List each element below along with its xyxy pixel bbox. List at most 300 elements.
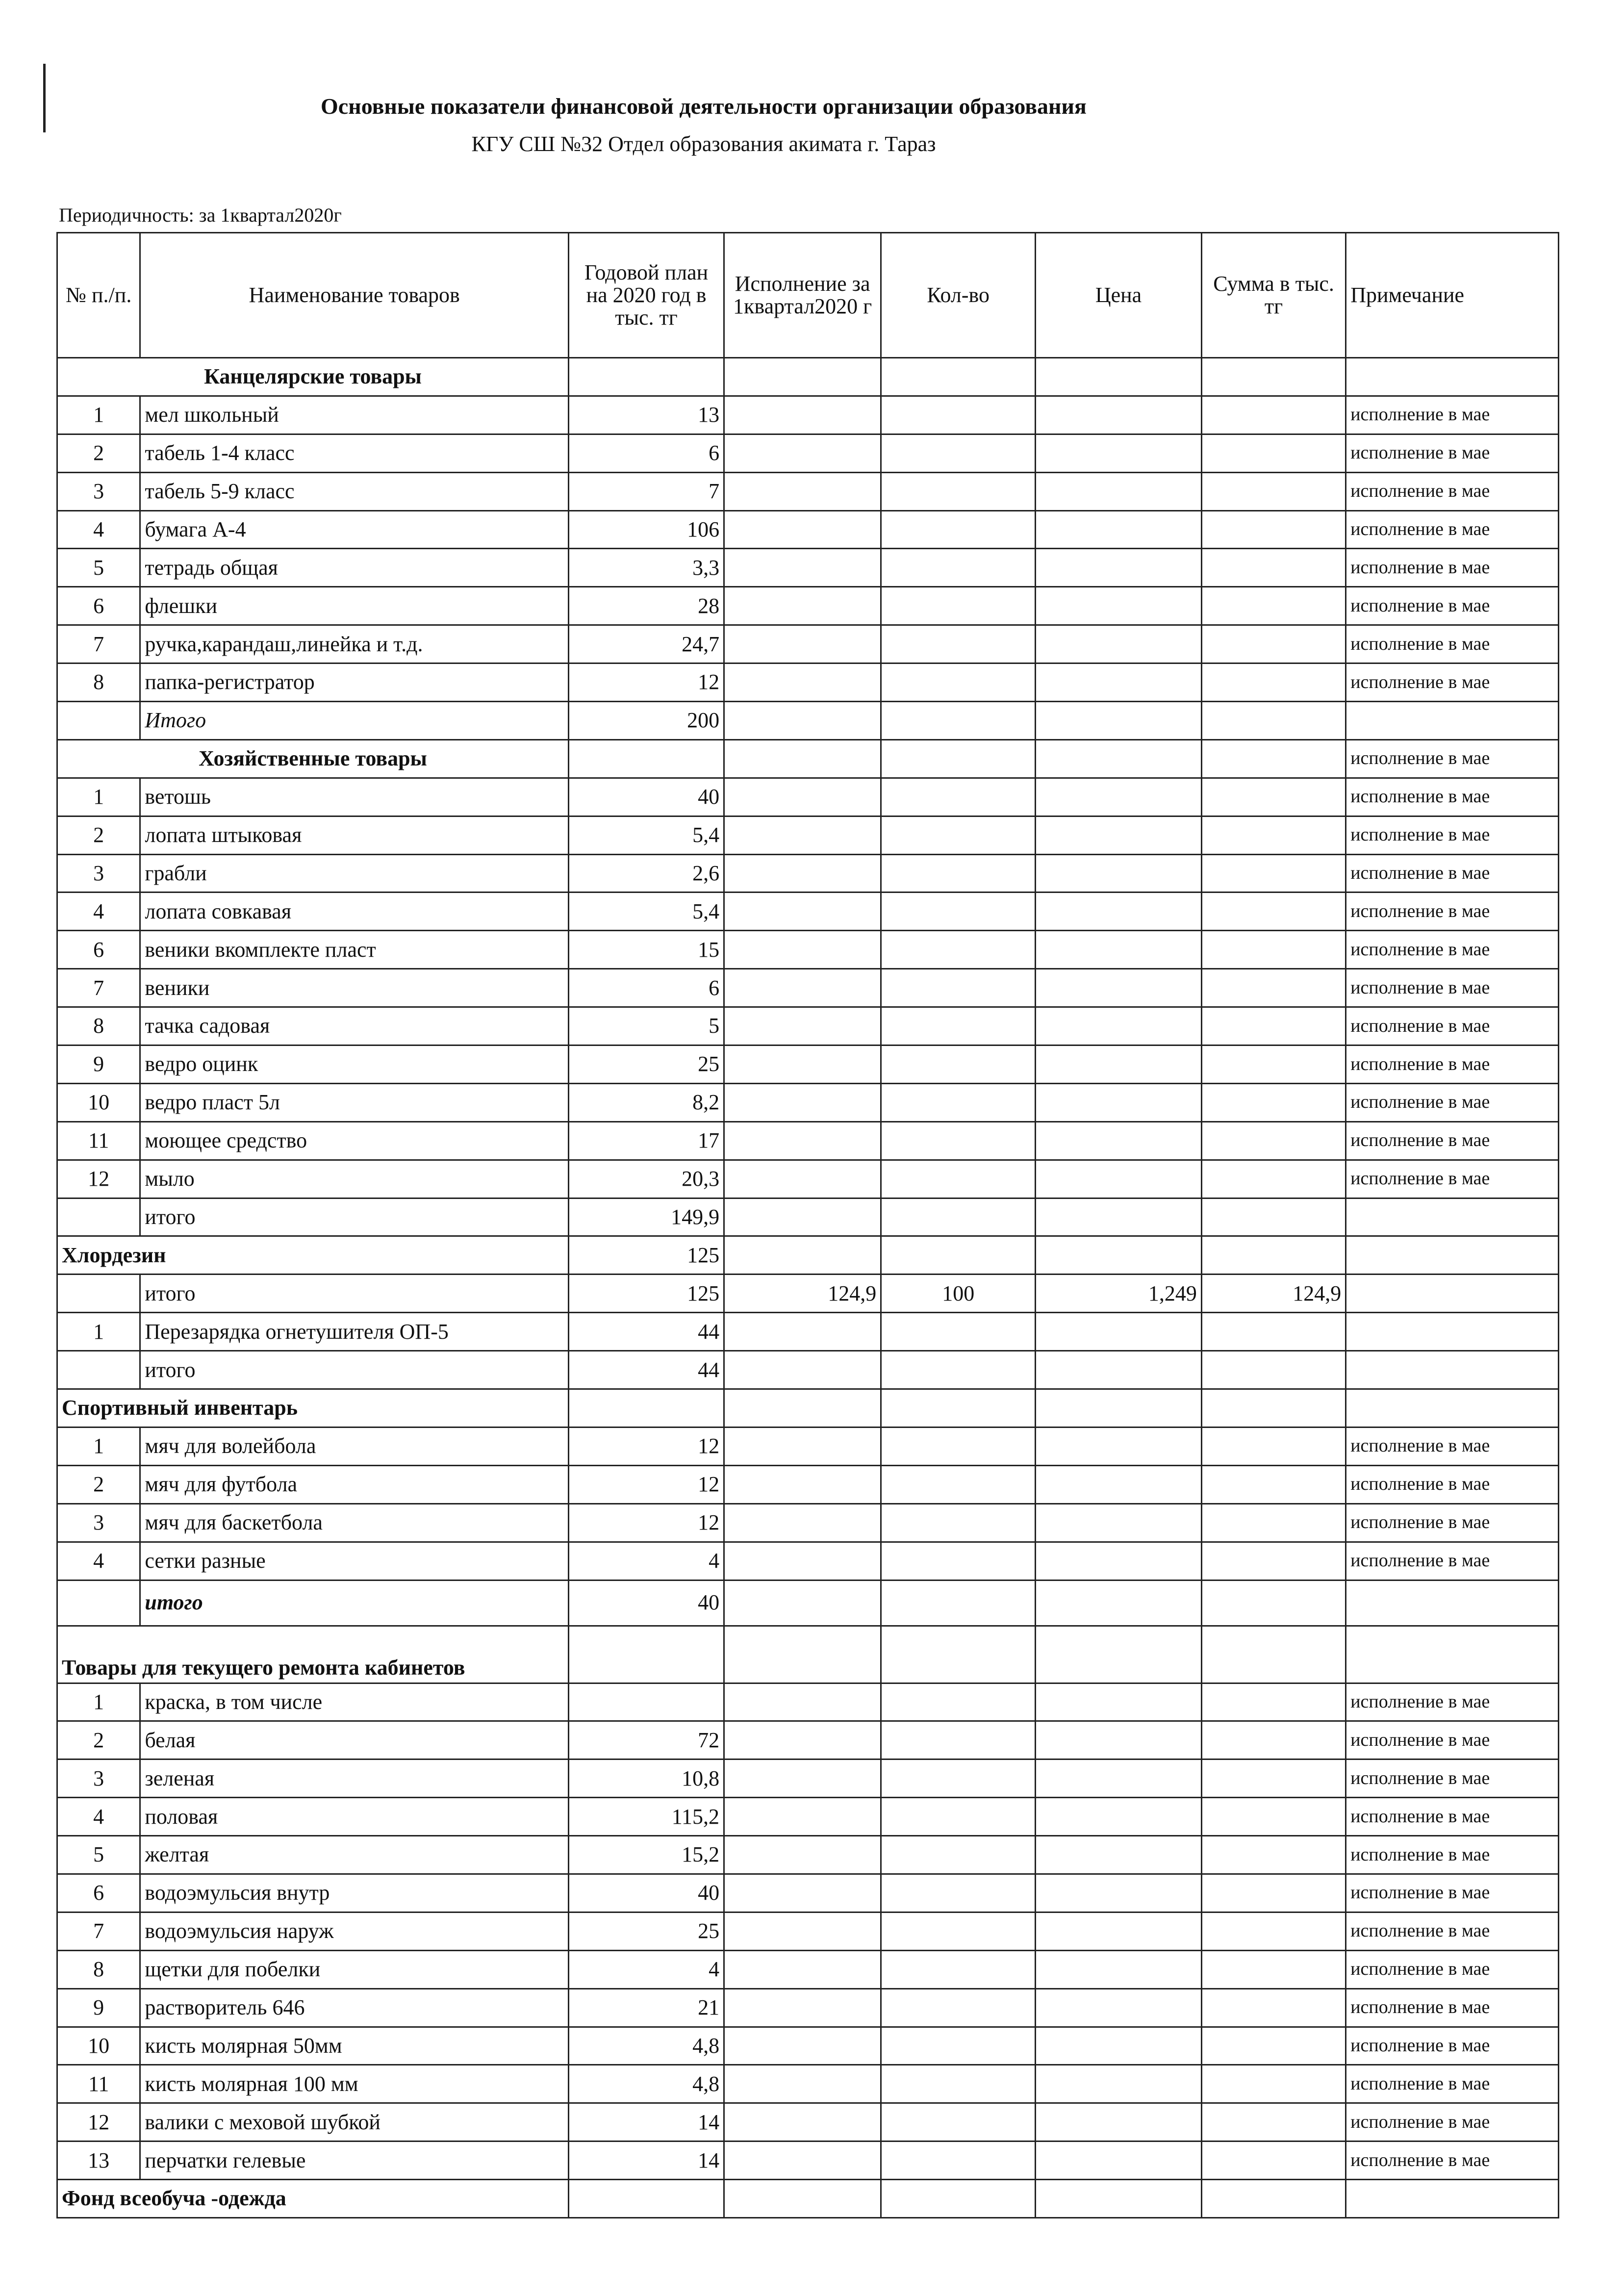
- cell-execution: [724, 739, 881, 778]
- cell-plan: 6: [569, 434, 724, 472]
- cell-price: [1036, 1683, 1202, 1721]
- cell-number: 9: [57, 1045, 140, 1084]
- cell-quantity: [881, 2065, 1036, 2103]
- cell-sum: [1201, 1504, 1345, 1542]
- cell-item-name: краска, в том числе: [140, 1683, 569, 1721]
- cell-sum: [1201, 1988, 1345, 2027]
- cell-number: 8: [57, 1007, 140, 1045]
- cell-note: [1346, 702, 1559, 740]
- cell-note: исполнение в мае: [1346, 587, 1559, 625]
- cell-quantity: [881, 1122, 1036, 1160]
- cell-plan: 40: [569, 1580, 724, 1626]
- cell-price: [1036, 816, 1202, 854]
- cell-quantity: [881, 2180, 1036, 2218]
- cell-item-name: флешки: [140, 587, 569, 625]
- cell-note: исполнение в мае: [1346, 1721, 1559, 1759]
- table-header-row: [57, 233, 1559, 358]
- cell-sum: [1201, 1580, 1345, 1626]
- cell-execution: [724, 702, 881, 740]
- cell-sum: [1201, 1721, 1345, 1759]
- section-row: [57, 358, 1559, 396]
- cell-sum: [1201, 663, 1345, 702]
- cell-price: [1036, 1874, 1202, 1912]
- cell-note: [1346, 358, 1559, 396]
- cell-number: 2: [57, 1465, 140, 1504]
- cell-sum: [1201, 1874, 1345, 1912]
- cell-note: исполнение в мае: [1346, 434, 1559, 472]
- cell-note: исполнение в мае: [1346, 854, 1559, 892]
- cell-plan: [569, 358, 724, 396]
- cell-item-name: мяч для футбола: [140, 1465, 569, 1504]
- cell-execution: [724, 1683, 881, 1721]
- cell-execution: [724, 1542, 881, 1580]
- cell-plan: [569, 1626, 724, 1683]
- cell-sum: [1201, 778, 1345, 816]
- cell-note: исполнение в мае: [1346, 2141, 1559, 2180]
- cell-price: [1036, 1465, 1202, 1504]
- cell-number: 6: [57, 931, 140, 969]
- cell-number: [57, 1274, 140, 1313]
- cell-note: исполнение в мае: [1346, 1950, 1559, 1988]
- cell-plan: [569, 739, 724, 778]
- cell-execution: [724, 1759, 881, 1798]
- cell-sum: [1201, 1313, 1345, 1351]
- cell-quantity: [881, 1160, 1036, 1198]
- table-row: [57, 1504, 1559, 1542]
- table-row: [57, 1160, 1559, 1198]
- cell-execution: [724, 1083, 881, 1122]
- cell-number: 3: [57, 1504, 140, 1542]
- cell-number: 4: [57, 892, 140, 931]
- cell-price: [1036, 892, 1202, 931]
- cell-price: [1036, 1626, 1202, 1683]
- col-header-quantity: Кол-во: [881, 233, 1036, 358]
- cell-plan: 14: [569, 2103, 724, 2141]
- cell-note: [1346, 1580, 1559, 1626]
- cell-note: исполнение в мае: [1346, 739, 1559, 778]
- cell-plan: 115,2: [569, 1798, 724, 1836]
- cell-item-name: табель 5-9 класс: [140, 472, 569, 510]
- cell-sum: [1201, 1045, 1345, 1084]
- cell-number: 12: [57, 1160, 140, 1198]
- cell-quantity: [881, 1988, 1036, 2027]
- cell-plan: 125: [569, 1274, 724, 1313]
- cell-plan: 24,7: [569, 625, 724, 663]
- cell-plan: 4: [569, 1950, 724, 1988]
- cell-sum: [1201, 1427, 1345, 1465]
- cell-item-name: мяч для волейбола: [140, 1427, 569, 1465]
- section-row: [57, 1626, 1559, 1683]
- table-row: [57, 1874, 1559, 1912]
- cell-price: [1036, 549, 1202, 587]
- cell-price: [1036, 1504, 1202, 1542]
- table-row: [57, 549, 1559, 587]
- cell-price: [1036, 854, 1202, 892]
- cell-number: 2: [57, 434, 140, 472]
- cell-plan: 15,2: [569, 1836, 724, 1874]
- cell-execution: [724, 1313, 881, 1351]
- cell-number: 8: [57, 663, 140, 702]
- cell-quantity: [881, 1950, 1036, 1988]
- cell-execution: [724, 1236, 881, 1274]
- section-title: Фонд всеобуча -одежда: [57, 2180, 569, 2218]
- cell-price: [1036, 1236, 1202, 1274]
- cell-execution: [724, 1721, 881, 1759]
- cell-number: 1: [57, 396, 140, 434]
- cell-item-name: моющее средство: [140, 1122, 569, 1160]
- cell-note: исполнение в мае: [1346, 1542, 1559, 1580]
- cell-number: 3: [57, 1759, 140, 1798]
- cell-plan: [569, 1389, 724, 1427]
- cell-number: [57, 1580, 140, 1626]
- cell-plan: 2,6: [569, 854, 724, 892]
- total-row: [57, 1580, 1559, 1626]
- cell-item-name: тачка садовая: [140, 1007, 569, 1045]
- cell-note: исполнение в мае: [1346, 969, 1559, 1007]
- cell-price: [1036, 2141, 1202, 2180]
- cell-sum: [1201, 472, 1345, 510]
- cell-note: исполнение в мае: [1346, 1504, 1559, 1542]
- cell-number: 2: [57, 1721, 140, 1759]
- cell-execution: [724, 892, 881, 931]
- cell-price: [1036, 739, 1202, 778]
- total-label: итого: [140, 1274, 569, 1313]
- cell-sum: [1201, 1836, 1345, 1874]
- table-row: [57, 2141, 1559, 2180]
- cell-plan: 5,4: [569, 892, 724, 931]
- cell-quantity: [881, 1236, 1036, 1274]
- cell-plan: 5,4: [569, 816, 724, 854]
- cell-note: исполнение в мае: [1346, 1683, 1559, 1721]
- table-row: [57, 2065, 1559, 2103]
- cell-quantity: [881, 396, 1036, 434]
- cell-sum: [1201, 434, 1345, 472]
- cell-execution: [724, 854, 881, 892]
- cell-note: исполнение в мае: [1346, 1798, 1559, 1836]
- table-row: [57, 587, 1559, 625]
- cell-quantity: [881, 1313, 1036, 1351]
- cell-price: [1036, 472, 1202, 510]
- cell-execution: [724, 510, 881, 549]
- cell-item-name: веники вкомплекте пласт: [140, 931, 569, 969]
- cell-sum: [1201, 816, 1345, 854]
- cell-number: 7: [57, 625, 140, 663]
- cell-execution: [724, 472, 881, 510]
- cell-quantity: [881, 2141, 1036, 2180]
- cell-note: исполнение в мае: [1346, 1912, 1559, 1950]
- cell-note: исполнение в мае: [1346, 892, 1559, 931]
- cell-sum: [1201, 549, 1345, 587]
- cell-plan: 17: [569, 1122, 724, 1160]
- cell-item-name: кисть молярная 100 мм: [140, 2065, 569, 2103]
- cell-sum: [1201, 1198, 1345, 1236]
- cell-item-name: растворитель 646: [140, 1988, 569, 2027]
- cell-note: исполнение в мае: [1346, 931, 1559, 969]
- table-row: [57, 1950, 1559, 1988]
- cell-item-name: ручка,карандаш,линейка и т.д.: [140, 625, 569, 663]
- cell-execution: [724, 778, 881, 816]
- cell-item-name: ветошь: [140, 778, 569, 816]
- cell-item-name: лопата совкавая: [140, 892, 569, 931]
- cell-plan: 14: [569, 2141, 724, 2180]
- cell-plan: 4,8: [569, 2027, 724, 2065]
- cell-quantity: 100: [881, 1274, 1036, 1313]
- cell-execution: [724, 1626, 881, 1683]
- cell-item-name: грабли: [140, 854, 569, 892]
- section-row: [57, 1389, 1559, 1427]
- table-row: [57, 663, 1559, 702]
- cell-quantity: [881, 434, 1036, 472]
- cell-quantity: [881, 1580, 1036, 1626]
- cell-quantity: [881, 1912, 1036, 1950]
- cell-item-name: водоэмульсия внутр: [140, 1874, 569, 1912]
- cell-sum: [1201, 1007, 1345, 1045]
- cell-quantity: [881, 1007, 1036, 1045]
- section-title: Спортивный инвентарь: [57, 1389, 569, 1427]
- cell-plan: 72: [569, 1721, 724, 1759]
- cell-note: [1346, 1274, 1559, 1313]
- cell-note: исполнение в мае: [1346, 1988, 1559, 2027]
- cell-plan: 28: [569, 587, 724, 625]
- cell-number: 4: [57, 1542, 140, 1580]
- cell-quantity: [881, 1626, 1036, 1683]
- table-row: [57, 1759, 1559, 1798]
- cell-item-name: водоэмульсия наруж: [140, 1912, 569, 1950]
- cell-execution: [724, 1988, 881, 2027]
- cell-execution: [724, 1836, 881, 1874]
- cell-quantity: [881, 854, 1036, 892]
- page-title: Основные показатели финансовой деятельности организации образования: [321, 94, 1087, 119]
- cell-item-name: сетки разные: [140, 1542, 569, 1580]
- cell-note: [1346, 1626, 1559, 1683]
- cell-number: 10: [57, 2027, 140, 2065]
- section-title: Хозяйственные товары: [57, 739, 569, 778]
- table-row: [57, 1465, 1559, 1504]
- table-row: [57, 969, 1559, 1007]
- cell-execution: [724, 2065, 881, 2103]
- table-row: [57, 434, 1559, 472]
- cell-price: [1036, 1798, 1202, 1836]
- cell-plan: 125: [569, 1236, 724, 1274]
- cell-sum: 124,9: [1201, 1274, 1345, 1313]
- table-row: [57, 1007, 1559, 1045]
- cell-number: 6: [57, 587, 140, 625]
- cell-price: [1036, 1351, 1202, 1389]
- cell-execution: [724, 663, 881, 702]
- cell-sum: [1201, 2065, 1345, 2103]
- cell-price: [1036, 1988, 1202, 2027]
- section-row: [57, 739, 1559, 778]
- cell-plan: 13: [569, 396, 724, 434]
- cell-plan: 40: [569, 1874, 724, 1912]
- cell-quantity: [881, 472, 1036, 510]
- cell-price: [1036, 2180, 1202, 2218]
- cell-plan: 5: [569, 1007, 724, 1045]
- cell-sum: [1201, 1351, 1345, 1389]
- cell-sum: [1201, 702, 1345, 740]
- financial-table: [56, 232, 1559, 2218]
- cell-plan: 7: [569, 472, 724, 510]
- cell-quantity: [881, 1427, 1036, 1465]
- cell-number: 11: [57, 1122, 140, 1160]
- table-row: [57, 778, 1559, 816]
- cell-sum: [1201, 1236, 1345, 1274]
- cell-execution: 124,9: [724, 1274, 881, 1313]
- table-row: [57, 2103, 1559, 2141]
- cell-price: [1036, 663, 1202, 702]
- cell-item-name: зеленая: [140, 1759, 569, 1798]
- cell-number: 3: [57, 854, 140, 892]
- table-row: [57, 1683, 1559, 1721]
- cell-sum: [1201, 969, 1345, 1007]
- cell-note: исполнение в мае: [1346, 1160, 1559, 1198]
- cell-plan: [569, 1683, 724, 1721]
- table-row: [57, 472, 1559, 510]
- total-label: итого: [140, 1198, 569, 1236]
- cell-price: [1036, 1836, 1202, 1874]
- cell-execution: [724, 587, 881, 625]
- cell-price: [1036, 1007, 1202, 1045]
- cell-price: [1036, 2065, 1202, 2103]
- table-row: [57, 854, 1559, 892]
- cell-execution: [724, 2027, 881, 2065]
- cell-item-name: щетки для побелки: [140, 1950, 569, 1988]
- cell-quantity: [881, 1198, 1036, 1236]
- section-title: Товары для текущего ремонта кабинетов: [57, 1626, 569, 1683]
- cell-sum: [1201, 358, 1345, 396]
- cell-price: [1036, 1160, 1202, 1198]
- cell-price: [1036, 625, 1202, 663]
- cell-plan: 6: [569, 969, 724, 1007]
- cell-quantity: [881, 969, 1036, 1007]
- section-row: [57, 1236, 1559, 1274]
- cell-quantity: [881, 625, 1036, 663]
- cell-price: [1036, 1313, 1202, 1351]
- cell-item-name: ведро оцинк: [140, 1045, 569, 1084]
- table-row: [57, 396, 1559, 434]
- cell-execution: [724, 1427, 881, 1465]
- table-row: [57, 1798, 1559, 1836]
- cell-note: исполнение в мае: [1346, 472, 1559, 510]
- cell-sum: [1201, 396, 1345, 434]
- cell-note: исполнение в мае: [1346, 1427, 1559, 1465]
- cell-plan: 106: [569, 510, 724, 549]
- col-header-sum: Сумма в тыс. тг: [1201, 233, 1345, 358]
- cell-note: [1346, 1236, 1559, 1274]
- table-row: [57, 2027, 1559, 2065]
- cell-price: [1036, 1580, 1202, 1626]
- cell-note: исполнение в мае: [1346, 2027, 1559, 2065]
- cell-plan: 149,9: [569, 1198, 724, 1236]
- cell-item-name: мяч для баскетбола: [140, 1504, 569, 1542]
- cell-item-name: мел школьный: [140, 396, 569, 434]
- cell-quantity: [881, 739, 1036, 778]
- table-row: [57, 816, 1559, 854]
- cell-plan: 40: [569, 778, 724, 816]
- cell-quantity: [881, 587, 1036, 625]
- period-label: Периодичность: за 1квартал2020г: [59, 204, 342, 226]
- section-row: [57, 2180, 1559, 2218]
- cell-sum: [1201, 2103, 1345, 2141]
- cell-note: исполнение в мае: [1346, 1122, 1559, 1160]
- cell-quantity: [881, 2027, 1036, 2065]
- cell-quantity: [881, 892, 1036, 931]
- cell-price: [1036, 1198, 1202, 1236]
- cell-price: [1036, 1912, 1202, 1950]
- cell-number: 6: [57, 1874, 140, 1912]
- cell-execution: [724, 1465, 881, 1504]
- cell-execution: [724, 396, 881, 434]
- cell-plan: 25: [569, 1912, 724, 1950]
- cell-plan: 3,3: [569, 549, 724, 587]
- cell-plan: 200: [569, 702, 724, 740]
- cell-execution: [724, 1007, 881, 1045]
- cell-sum: [1201, 1912, 1345, 1950]
- cell-price: [1036, 1045, 1202, 1084]
- cell-sum: [1201, 625, 1345, 663]
- cell-execution: [724, 358, 881, 396]
- cell-number: 4: [57, 510, 140, 549]
- cell-number: 1: [57, 1427, 140, 1465]
- cell-price: [1036, 1427, 1202, 1465]
- table-row: [57, 1122, 1559, 1160]
- cell-plan: 4: [569, 1542, 724, 1580]
- cell-plan: 21: [569, 1988, 724, 2027]
- total-row: [57, 1274, 1559, 1313]
- cell-item-name: половая: [140, 1798, 569, 1836]
- cell-sum: [1201, 931, 1345, 969]
- cell-note: исполнение в мае: [1346, 625, 1559, 663]
- cell-quantity: [881, 549, 1036, 587]
- cell-item-name: белая: [140, 1721, 569, 1759]
- cell-price: [1036, 2103, 1202, 2141]
- cell-sum: [1201, 739, 1345, 778]
- cell-plan: [569, 2180, 724, 2218]
- cell-number: 5: [57, 1836, 140, 1874]
- table-row: [57, 892, 1559, 931]
- cell-price: [1036, 1950, 1202, 1988]
- cell-number: 4: [57, 1798, 140, 1836]
- cell-note: [1346, 2180, 1559, 2218]
- cell-plan: 10,8: [569, 1759, 724, 1798]
- cell-sum: [1201, 1465, 1345, 1504]
- col-header-execution: Исполнение за 1квартал2020 г: [724, 233, 881, 358]
- cell-sum: [1201, 854, 1345, 892]
- cell-sum: [1201, 1389, 1345, 1427]
- cell-quantity: [881, 702, 1036, 740]
- cell-quantity: [881, 1465, 1036, 1504]
- cell-price: [1036, 969, 1202, 1007]
- cell-note: исполнение в мае: [1346, 663, 1559, 702]
- cell-quantity: [881, 510, 1036, 549]
- table-row: [57, 510, 1559, 549]
- cell-price: [1036, 1389, 1202, 1427]
- cell-number: 9: [57, 1988, 140, 2027]
- cell-quantity: [881, 1389, 1036, 1427]
- cell-sum: [1201, 1683, 1345, 1721]
- cell-note: исполнение в мае: [1346, 396, 1559, 434]
- col-header-note: Примечание: [1346, 233, 1559, 358]
- cell-number: 1: [57, 778, 140, 816]
- cell-note: исполнение в мае: [1346, 1874, 1559, 1912]
- cell-execution: [724, 1950, 881, 1988]
- cell-execution: [724, 1045, 881, 1084]
- cell-note: исполнение в мае: [1346, 778, 1559, 816]
- cell-execution: [724, 816, 881, 854]
- cell-price: [1036, 2027, 1202, 2065]
- total-row: [57, 1198, 1559, 1236]
- cell-item-name: веники: [140, 969, 569, 1007]
